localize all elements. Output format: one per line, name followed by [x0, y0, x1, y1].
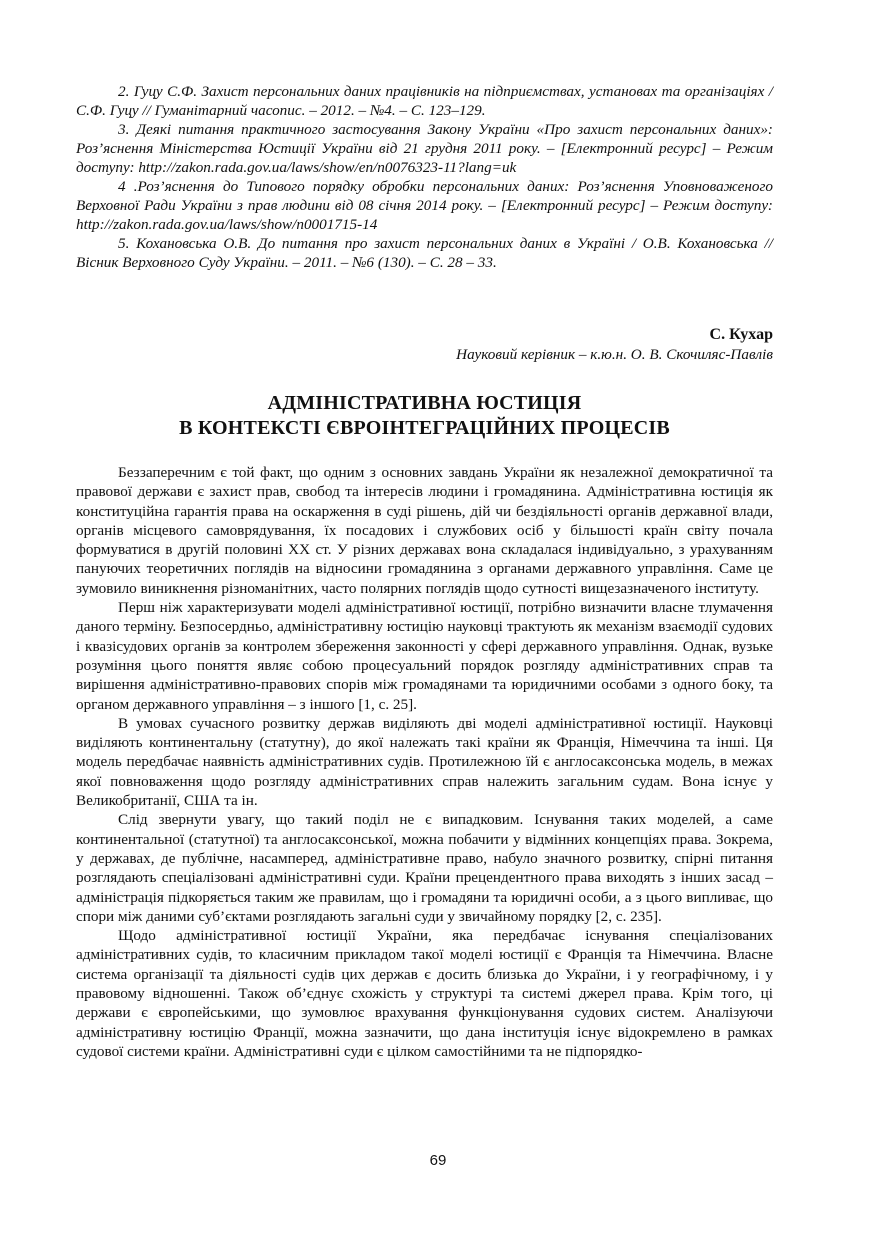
article-title-line1: АДМІНІСТРАТИВНА ЮСТИЦІЯ	[267, 392, 582, 414]
reference-list	[76, 82, 773, 272]
reference-item: 2. Гуцу С.Ф. Захист персональних даних працівників на підприємствах, установах та організаціях / С.Ф. Гуцу // Гуманітарний часопис. – 2012. – №4. – С. 123–129.	[76, 83, 773, 119]
document-page	[76, 82, 773, 1061]
page-number: 69	[429, 1152, 447, 1169]
body-paragraph: Щодо адміністративної юстиції України, яка передбачає існування спеціалізованих адміністративних судів, то класичним прикладом такої моделі юстиції є Франція та Німеччина. Власне система організації та діяльності судів цих держав є досить близька до України, і у географічному, і у правовому відношенні. Також об’єднує схожість у структурі та системі джерел права. Крім того, ці держави є європейськими, що зумовлює врахування функціонування судових систем. Аналізуючи адміністративну юстицію Франції, можна зазначити, що дана інституція існує відокремлено в рамках судової системи країни. Адміністративні суди є цілком самостійними та не підпорядко-	[76, 927, 773, 1060]
supervisor-line: Науковий керівник – к.ю.н. О. В. Скочиляс-Павлів	[456, 346, 773, 363]
reference-item: 4 .Роз’яснення до Типового порядку обробки персональних даних: Роз’яснення Уповноваженого Верховної Ради України з прав людини від 08 січня 2014 року. – [Електронний ресурс] – Режим доступу: http://zakon.rada.gov.ua/laws/show/n0001715-14	[76, 178, 773, 233]
article-title-line2: В КОНТЕКСТІ ЄВРОІНТЕГРАЦІЙНИХ ПРОЦЕСІВ	[179, 417, 670, 439]
reference-item: 3. Деякі питання практичного застосування Закону України «Про захист персональних даних»: Роз’яснення Міністерства Юстиції України від 21 грудня 2011 року. – [Електронний ресурс] – Режим доступу: http://zakon.rada.gov.ua/laws/show/en/n0076323-11?lang=uk	[76, 121, 773, 176]
article-title	[76, 391, 773, 441]
body-paragraph: Беззаперечним є той факт, що одним з основних завдань України як незалежної демократичної та правової держави є захист прав, свобод та інтересів людини і громадянина. Адміністративна юстиція як конституційна гарантія права на оскарження в суді рішень, дій чи бездіяльності органів державної влади, органів місцевого самоврядування, їх посадових і службових осіб у більшості країн світу почала формуватися в другій половині XX ст. У різних державах вона складалася індивідуально, з урахуванням пануючих теоретичних поглядів на відносини громадянина з органами державного управління. Саме це зумовило виникнення різноманітних, часто полярних поглядів щодо сутності вищезазначеного інституту.	[76, 464, 773, 597]
author-block	[76, 325, 773, 364]
article-body	[76, 463, 773, 1061]
body-paragraph: Перш ніж характеризувати моделі адміністративної юстиції, потрібно визначити власне тлумачення даного терміну. Безпосердньо, адміністративну юстицію науковці трактують як механізм взаємодії судових і квазісудових органів за контролем збереження законності у сфері державного управління. Однак, вузьке розуміння цього поняття являє собою процесуальний порядок розгляду адміністративних справ та вирішення адміністративно-правових спорів між громадянами та юридичними особами з одного боку, та органом державного управління – з іншого [1, с. 25].	[76, 599, 773, 713]
author-name: С. Кухар	[709, 326, 773, 343]
reference-item: 5. Кохановська О.В. До питання про захист персональних даних в Україні / О.В. Кохановська // Вісник Верховного Суду України. – 2011. – №6 (130). – С. 28 – 33.	[76, 235, 773, 271]
body-paragraph: В умовах сучасного розвитку держав виділяють дві моделі адміністративної юстиції. Науковці виділяють континентальну (статутну), до якої належать такі країни як Франція, Німеччина та інші. Ця модель передбачає наявність адміністративних судів. Протилежною їй є англосаксонська модель, в межах якої повноваження щодо розгляду адміністративних справ належить загальним судам. Вона існує у Великобританії, США та ін.	[76, 714, 773, 810]
body-paragraph: Слід звернути увагу, що такий поділ не є випадковим. Існування таких моделей, а саме континентальної (статутної) та англосаксонської, можна побачити у відмінних концепціях права. Зокрема, у державах, де публічне, насамперед, адміністративне право, набуло значного розвитку, спірні питання розглядають спеціалізовані адміністративні суди. Країни прецендентного права виходять з інших засад – адміністрація підкоряється таким же правилам, що і громадяни та юридичні особи, а з цього випливає, що спори між даними суб’єктами розглядають загальні суди у звичайному порядку [2, с. 235].	[76, 811, 773, 925]
